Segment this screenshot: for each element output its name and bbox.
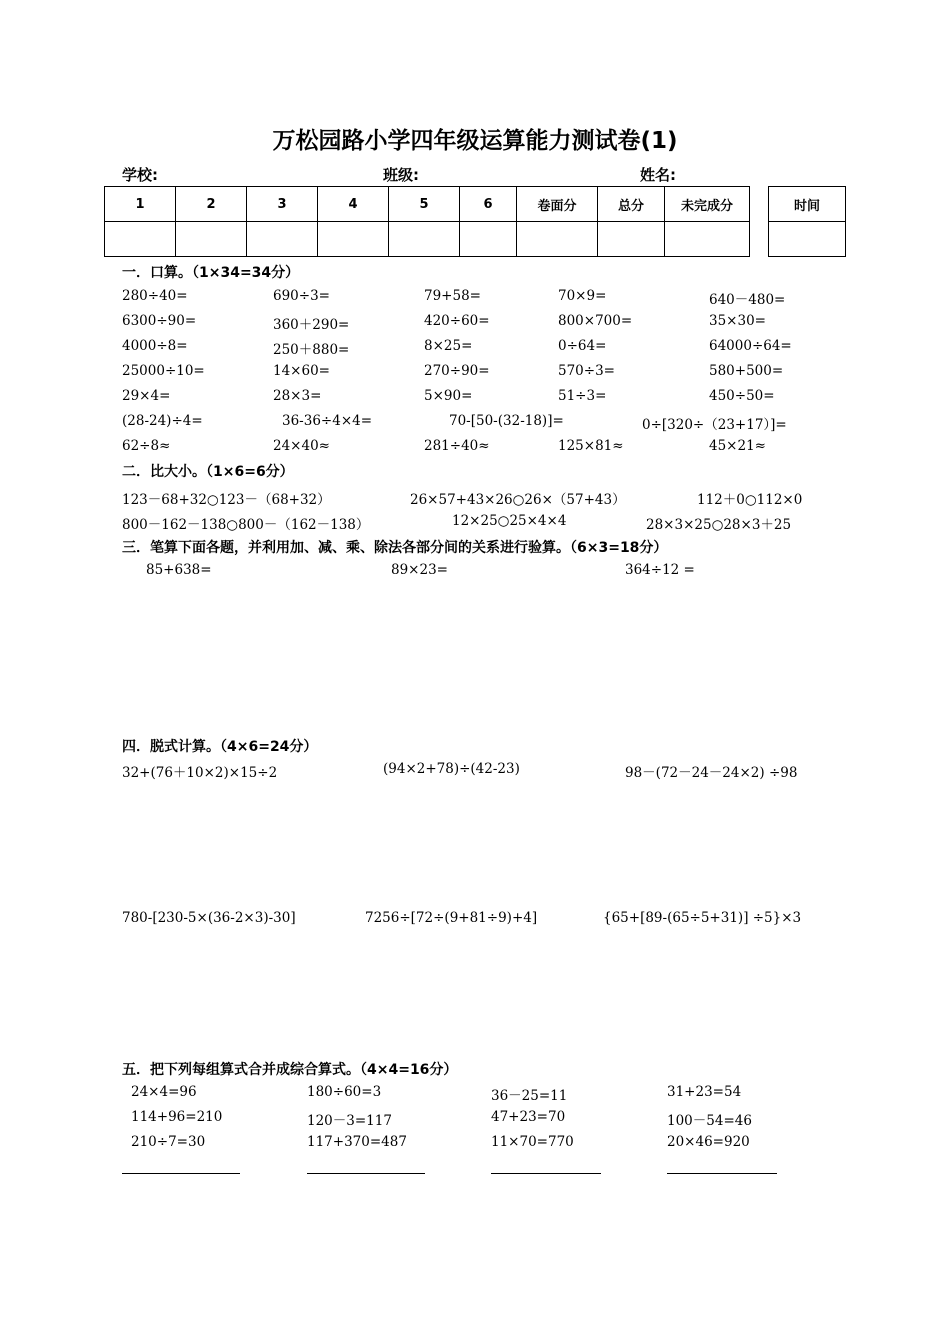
s1-problem: 24×40≈ <box>273 438 330 454</box>
s5-equation: 24×4=96 <box>131 1084 197 1100</box>
score-cell-unfinished[interactable] <box>665 222 750 257</box>
s1-problem: 35×30= <box>709 313 766 329</box>
section-2-heading: 二．比大小。（1×6=6分） <box>122 464 294 480</box>
score-table <box>104 186 750 257</box>
score-cell-4[interactable] <box>318 222 389 257</box>
s1-problem: 25000÷10= <box>122 363 205 379</box>
s1-problem: 70-[50-(32-18)]= <box>449 413 564 429</box>
score-cell-paper[interactable] <box>517 222 598 257</box>
section-5-heading: 五．把下列每组算式合并成综合算式。（4×4=16分） <box>122 1062 458 1078</box>
score-cell-2[interactable] <box>176 222 247 257</box>
page-title: 万松园路小学四年级运算能力测试卷(1) <box>272 128 678 154</box>
s4-problem: (94×2+78)÷(42-23) <box>383 761 520 777</box>
s4-problem: 32+(76＋10×2)×15÷2 <box>122 765 278 781</box>
s1-problem: 570÷3= <box>558 363 615 379</box>
s1-problem: 640－480= <box>709 292 786 308</box>
score-header-5: 5 <box>389 187 460 222</box>
s1-problem: 580+500= <box>709 363 784 379</box>
s1-problem: (28-24)÷4= <box>122 413 203 429</box>
s1-problem: 0÷64= <box>558 338 607 354</box>
score-cell-3[interactable] <box>247 222 318 257</box>
s3-problem: 85+638= <box>146 562 212 578</box>
s1-problem: 79+58= <box>424 288 481 304</box>
s5-equation: 180÷60=3 <box>307 1084 382 1100</box>
s1-problem: 360＋290= <box>273 317 350 333</box>
s2-compare: 112＋0○112×0 <box>697 492 803 508</box>
s3-problem: 89×23= <box>391 562 448 578</box>
s5-equation: 31+23=54 <box>667 1084 742 1100</box>
score-header-2: 2 <box>176 187 247 222</box>
s5-equation: 36－25=11 <box>491 1088 568 1104</box>
s1-problem: 420÷60= <box>424 313 490 329</box>
s3-problem: 364÷12 = <box>625 562 695 578</box>
s1-problem: 6300÷90= <box>122 313 197 329</box>
score-cell-1[interactable] <box>105 222 176 257</box>
answer-line[interactable] <box>122 1173 240 1174</box>
s1-problem: 450÷50= <box>709 388 775 404</box>
score-cell-total[interactable] <box>598 222 665 257</box>
s2-compare: 28×3×25○28×3＋25 <box>646 517 792 533</box>
score-header-total: 总分 <box>598 187 665 222</box>
score-header-3: 3 <box>247 187 318 222</box>
s1-problem: 64000÷64= <box>709 338 792 354</box>
score-header-unfinished: 未完成分 <box>665 187 750 222</box>
s5-equation: 100－54=46 <box>667 1113 752 1129</box>
s1-problem: 0÷[320÷（23+17）]= <box>642 417 787 433</box>
s1-problem: 62÷8≈ <box>122 438 171 454</box>
s4-problem: {65+[89-(65÷5+31)] ÷5}×3 <box>603 910 802 926</box>
s1-problem: 800×700= <box>558 313 633 329</box>
s5-equation: 47+23=70 <box>491 1109 566 1125</box>
s4-problem: 98－(72－24－24×2) ÷98 <box>625 765 798 781</box>
s1-problem: 8×25= <box>424 338 473 354</box>
s1-problem: 36-36÷4×4= <box>282 413 373 429</box>
time-cell[interactable] <box>769 222 846 257</box>
school-label: 学校: <box>122 166 158 184</box>
score-cell-5[interactable] <box>389 222 460 257</box>
s1-problem: 690÷3= <box>273 288 330 304</box>
answer-line[interactable] <box>307 1173 425 1174</box>
s1-problem: 250＋880= <box>273 342 350 358</box>
s5-equation: 117+370=487 <box>307 1134 407 1150</box>
s2-compare: 26×57+43×26○26×（57+43） <box>410 492 626 508</box>
score-header-1: 1 <box>105 187 176 222</box>
s1-problem: 280÷40= <box>122 288 188 304</box>
section-3-heading: 三．笔算下面各题，并利用加、减、乘、除法各部分间的关系进行验算。（6×3=18分） <box>122 540 668 556</box>
section-1-heading: 一．口算。（1×34=34分） <box>122 265 300 281</box>
s1-problem: 51÷3= <box>558 388 607 404</box>
time-table <box>768 186 846 257</box>
s1-problem: 45×21≈ <box>709 438 766 454</box>
s1-problem: 4000÷8= <box>122 338 188 354</box>
s5-equation: 11×70=770 <box>491 1134 574 1150</box>
section-4-heading: 四．脱式计算。（4×6=24分） <box>122 739 318 755</box>
answer-line[interactable] <box>667 1173 777 1174</box>
s1-problem: 125×81≈ <box>558 438 624 454</box>
s5-equation: 20×46=920 <box>667 1134 750 1150</box>
s1-problem: 29×4= <box>122 388 171 404</box>
name-label: 姓名: <box>640 166 676 184</box>
s4-problem: 780-[230-5×(36-2×3)-30] <box>122 910 296 926</box>
score-cell-6[interactable] <box>460 222 517 257</box>
s5-equation: 120－3=117 <box>307 1113 392 1129</box>
score-header-6: 6 <box>460 187 517 222</box>
s1-problem: 14×60= <box>273 363 330 379</box>
s1-problem: 5×90= <box>424 388 473 404</box>
s5-equation: 114+96=210 <box>131 1109 223 1125</box>
s1-problem: 270÷90= <box>424 363 490 379</box>
s2-compare: 800－162－138○800－（162－138） <box>122 517 370 533</box>
answer-line[interactable] <box>491 1173 601 1174</box>
score-header-4: 4 <box>318 187 389 222</box>
s2-compare: 123－68+32○123－（68+32） <box>122 492 331 508</box>
s2-compare: 12×25○25×4×4 <box>452 513 567 529</box>
s1-problem: 70×9= <box>558 288 607 304</box>
class-label: 班级: <box>383 166 419 184</box>
time-header: 时间 <box>769 187 846 222</box>
s5-equation: 210÷7=30 <box>131 1134 206 1150</box>
s1-problem: 281÷40≈ <box>424 438 490 454</box>
s4-problem: 7256÷[72÷(9+81÷9)+4] <box>365 910 538 926</box>
score-header-paper: 卷面分 <box>517 187 598 222</box>
s1-problem: 28×3= <box>273 388 322 404</box>
